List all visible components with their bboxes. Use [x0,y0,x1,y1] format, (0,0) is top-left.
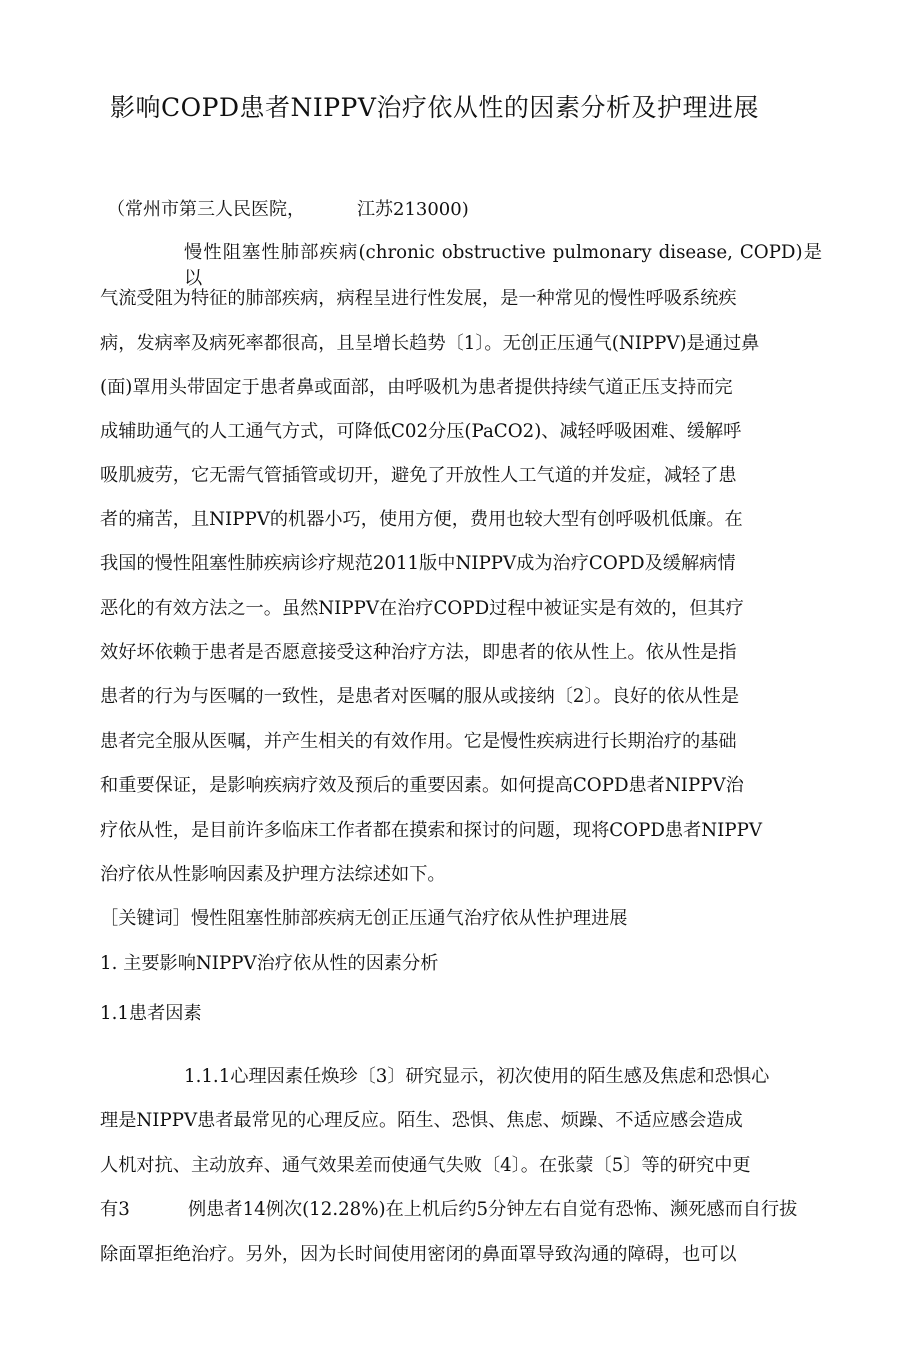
intro-line: 患者完全服从医嘱，并产生相关的有效作用。它是慢性疾病进行长期治疗的基础 [100,731,737,752]
intro-line: 效好坏依赖于患者是否愿意接受这种治疗方法，即患者的依从性上。依从性是指 [100,642,737,663]
intro-line: 成辅助通气的人工通气方式，可降低C02分压(PaCO2)、减轻呼吸困难、缓解呼 [100,421,742,442]
affiliation-place: 江苏213000) [357,199,469,220]
intro-line: 吸肌疲劳，它无需气管插管或切开，避免了开放性人工气道的并发症，减轻了患 [100,465,737,486]
intro-line: 病，发病率及病死率都很高，且呈增长趋势〔1〕。无创正压通气(NIPPV)是通过鼻 [100,333,760,354]
intro-line: 我国的慢性阻塞性肺疾病诊疗规范2011版中NIPPV成为治疗COPD及缓解病情 [100,553,736,574]
body-line: 理是NIPPV患者最常见的心理反应。陌生、恐惧、焦虑、烦躁、不适应感会造成 [100,1110,743,1131]
intro-line: (面)罩用头带固定于患者鼻或面部，由呼吸机为患者提供持续气道正压支持而完 [100,377,733,398]
keywords: ［关键词］慢性阻塞性肺部疾病无创正压通气治疗依从性护理进展 [100,908,628,929]
intro-line: 患者的行为与医嘱的一致性，是患者对医嘱的服从或接纳〔2〕。良好的依从性是 [100,686,740,707]
intro-line: 者的痛苦，且NIPPV的机器小巧，使用方便，费用也较大型有创呼吸机低廉。在 [100,509,743,530]
section-heading-1: 1. 主要影响NIPPV治疗依从性的因素分析 [100,953,439,974]
intro-line: 治疗依从性影响因素及护理方法综述如下。 [100,864,446,885]
document-title: 影响COPD患者NIPPV治疗依从性的因素分析及护理进展 [110,93,759,122]
body-line: 除面罩拒绝治疗。另外，因为长时间使用密闭的鼻面罩导致沟通的障碍，也可以 [100,1244,737,1265]
intro-line: 恶化的有效方法之一。虽然NIPPV在治疗COPD过程中被证实是有效的，但其疗 [100,598,744,619]
intro-line: 气流受阻为特征的肺部疾病，病程呈进行性发展，是一种常见的慢性呼吸系统疾 [100,288,737,309]
affiliation-org: （常州市第三人民医院， [107,199,305,220]
body-line: 1.1.1心理因素任焕珍〔3〕研究显示，初次使用的陌生感及焦虑和恐惧心 [184,1066,770,1087]
body-line: 人机对抗、主动放弃、通气效果差而使通气失败〔4〕。在张蒙〔5〕等的研究中更 [100,1155,751,1176]
affiliation [107,195,469,221]
intro-line: 和重要保证，是影响疾病疗效及预后的重要因素。如何提高COPD患者NIPPV治 [100,775,744,796]
intro-line: 疗依从性，是目前许多临床工作者都在摸索和探讨的问题，现将COPD患者NIPPV [100,820,762,841]
section-heading-1-1: 1.1患者因素 [100,1003,202,1024]
intro-line: 慢性阻塞性肺部疾病(chronic obstructive pulmonary disease, COPD)是以 [184,242,822,289]
body-line: 有3 [100,1199,130,1220]
body-line: 例患者14例次(12.28%)在上机后约5分钟左右自觉有恐怖、濒死感而自行拔 [188,1199,798,1220]
